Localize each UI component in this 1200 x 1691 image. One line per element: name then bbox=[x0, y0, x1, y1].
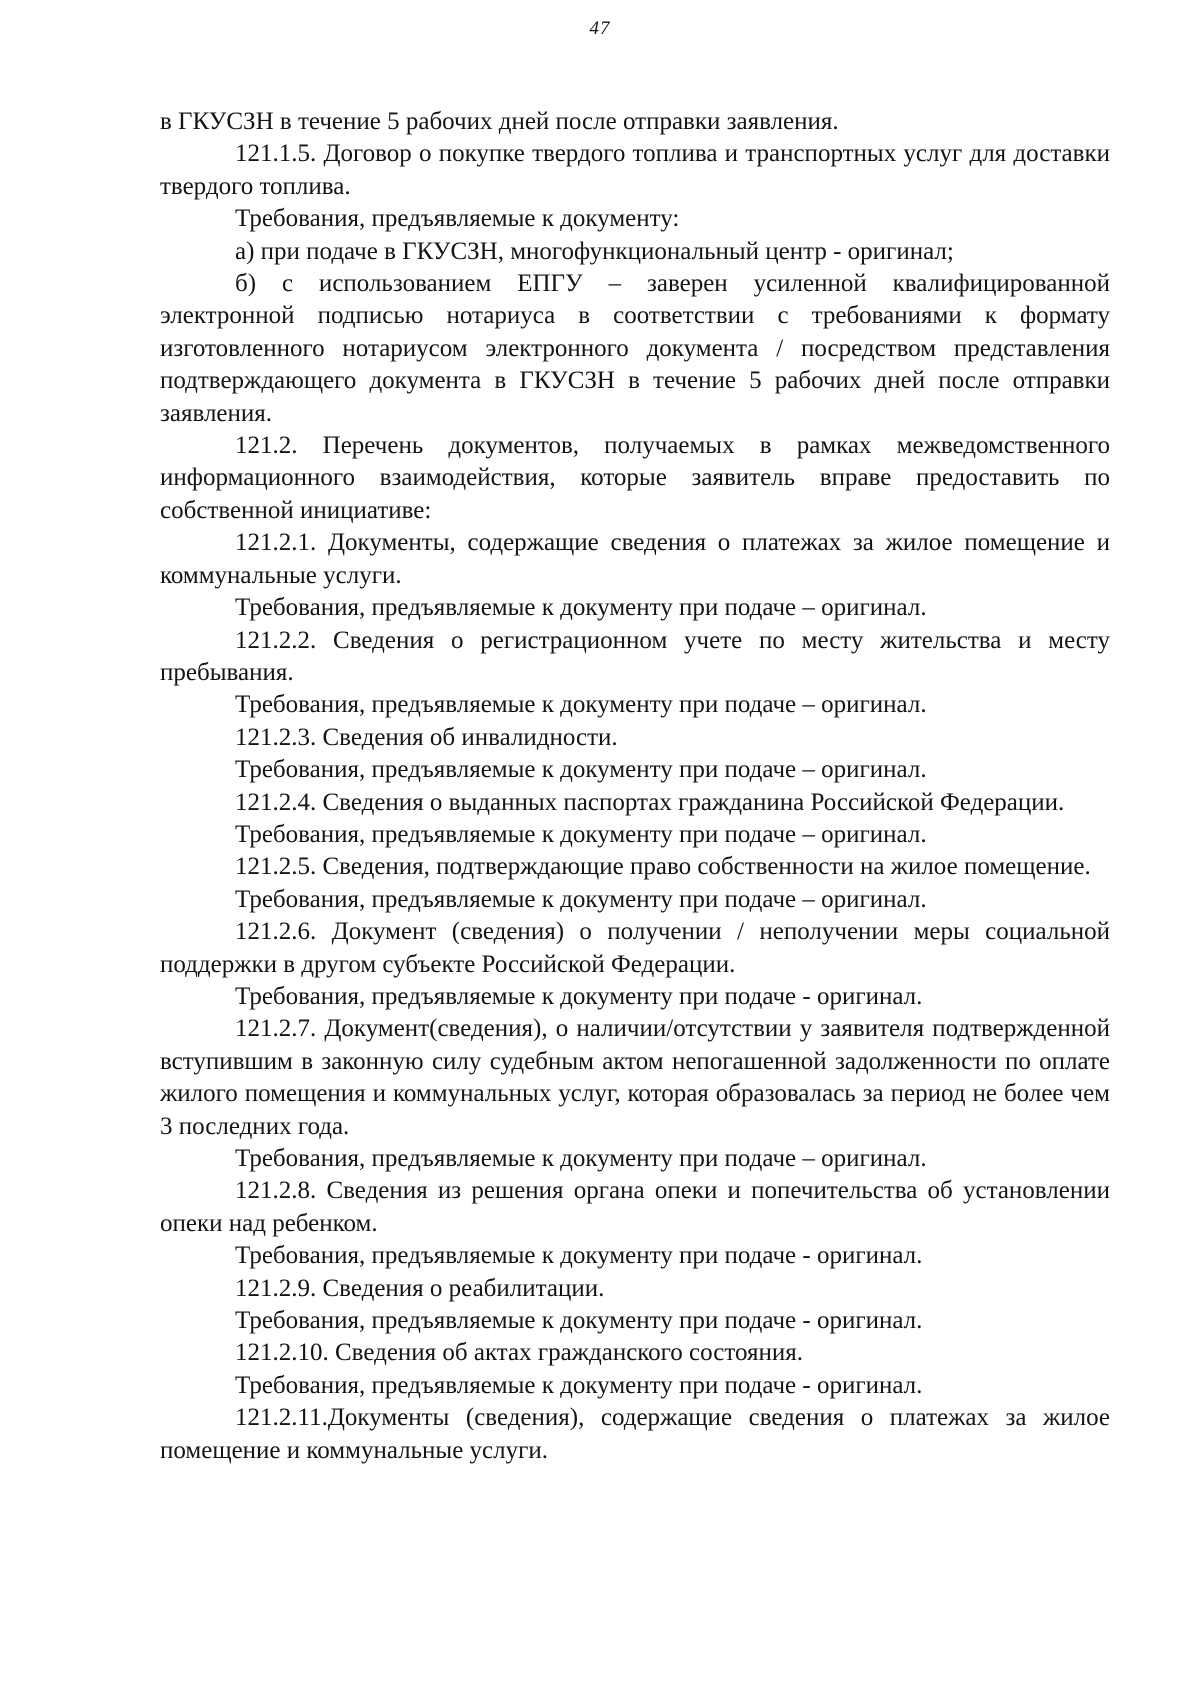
page-number: 47 bbox=[589, 18, 611, 39]
paragraph: в ГКУСЗН в течение 5 рабочих дней после отправки заявления. bbox=[160, 108, 839, 135]
paragraph: Требования, предъявляемые к документу при подаче – оригинал. bbox=[235, 1145, 927, 1172]
paragraph: б) с использованием ЕПГУ – заверен усиленной квалифицированной электронной подписью нотариуса в соответствии с требованиями к формату изготовленного нотариусом электронного документа / посредством представления подтверждающего документа в ГКУСЗН в течение 5 рабочих дней после отправки заявления. bbox=[160, 270, 1110, 427]
paragraph: 121.2.2. Сведения о регистрационном учете по месту жительства и месту пребывания. bbox=[160, 626, 1110, 686]
paragraph: 121.2.8. Сведения из решения органа опеки и попечительства об установлении опеки над ребенком. bbox=[160, 1177, 1110, 1237]
paragraph: Требования, предъявляемые к документу: bbox=[235, 205, 680, 233]
paragraph: 121.2. Перечень документов, получаемых в рамках межведомственного информационного взаимодействия, которые заявитель вправе предоставить по собственной инициативе: bbox=[160, 432, 1110, 524]
paragraph: 121.2.9. Сведения о реабилитации. bbox=[235, 1274, 605, 1302]
paragraph: 121.2.5. Сведения, подтверждающие право собственности на жилое помещение. bbox=[235, 853, 1091, 881]
paragraph: 121.2.3. Сведения об инвалидности. bbox=[235, 723, 618, 751]
paragraph: 121.2.11.Документы (сведения), содержащие сведения о платежах за жилое помещение и коммунальные услуги. bbox=[160, 1404, 1110, 1464]
paragraph: Требования, предъявляемые к документу при подаче – оригинал. bbox=[235, 756, 927, 784]
paragraph: Требования, предъявляемые к документу при подаче - оригинал. bbox=[235, 982, 923, 1010]
paragraph: Требования, предъявляемые к документу при подаче - оригинал. bbox=[235, 1307, 923, 1335]
paragraph: Требования, предъявляемые к документу при подаче - оригинал. bbox=[235, 1371, 923, 1399]
paragraph: 121.2.7. Документ(сведения), о наличии/отсутствии у заявителя подтвержденной вступившим в законную силу судебным актом непогашенной задолженности по оплате жилого помещения и коммунальных услуг, которая образовалась за период не более чем 3 последних года. bbox=[160, 1015, 1110, 1140]
paragraph: 121.1.5. Договор о покупке твердого топлива и транспортных услуг для доставки твердого топлива. bbox=[160, 140, 1110, 200]
paragraph: Требования, предъявляемые к документу при подаче – оригинал. bbox=[235, 885, 927, 913]
paragraph: а) при подаче в ГКУСЗН, многофункциональный центр - оригинал; bbox=[235, 237, 954, 265]
paragraph: Требования, предъявляемые к документу при подаче – оригинал. bbox=[235, 594, 927, 622]
paragraph: 121.2.4. Сведения о выданных паспортах гражданина Российской Федерации. bbox=[235, 788, 1065, 816]
paragraph: 121.2.6. Документ (сведения) о получении / неполучении меры социальной поддержки в другом субъекте Российской Федерации. bbox=[160, 918, 1110, 978]
body-text bbox=[160, 106, 1110, 1467]
paragraph: Требования, предъявляемые к документу при подаче – оригинал. bbox=[235, 820, 927, 848]
paragraph: 121.2.10. Сведения об актах гражданского состояния. bbox=[235, 1339, 803, 1367]
paragraph: 121.2.1. Документы, содержащие сведения о платежах за жилое помещение и коммунальные услуги. bbox=[160, 529, 1110, 589]
paragraph: Требования, предъявляемые к документу при подаче - оригинал. bbox=[235, 1242, 923, 1270]
paragraph: Требования, предъявляемые к документу при подаче – оригинал. bbox=[235, 691, 927, 719]
